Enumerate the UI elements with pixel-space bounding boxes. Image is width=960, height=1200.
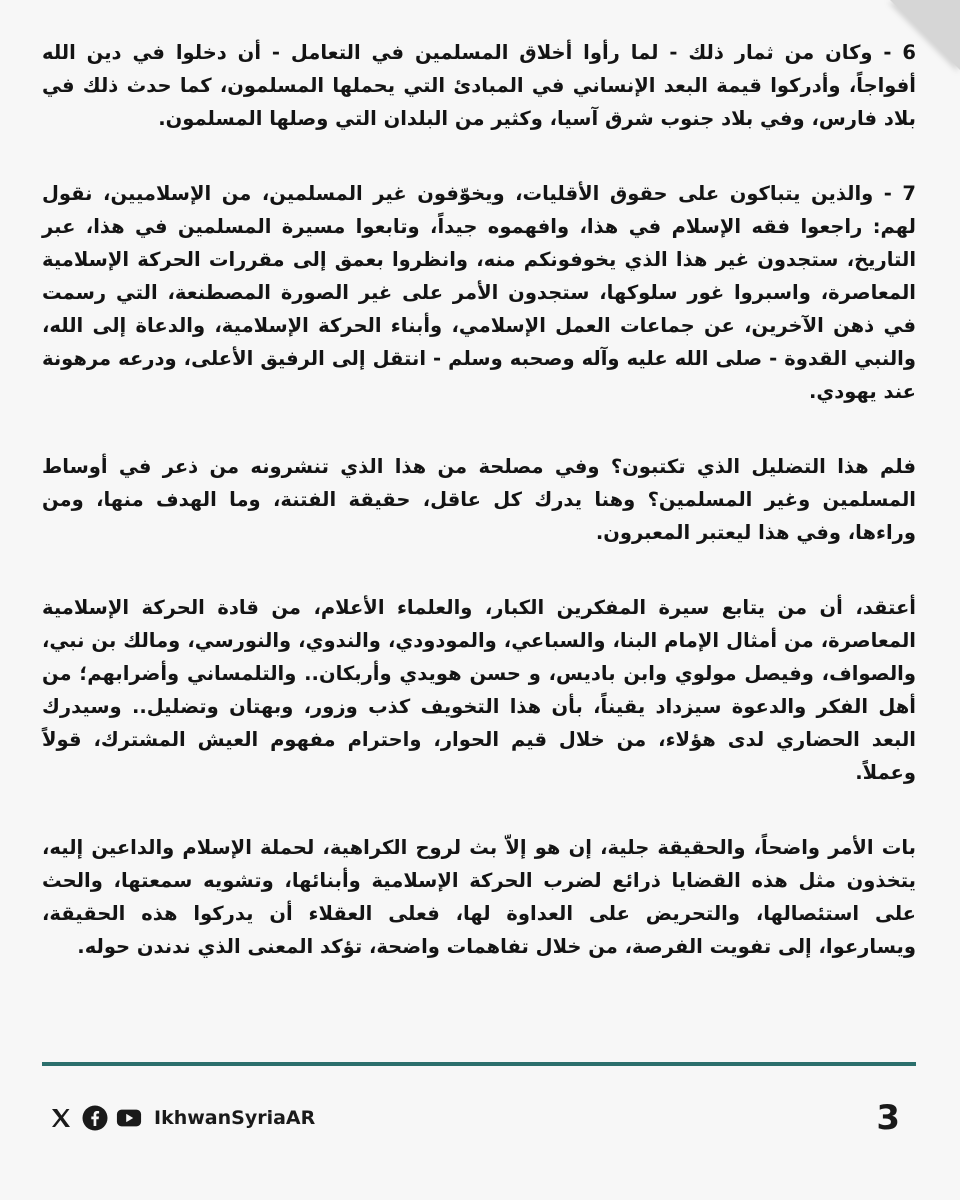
- article-body: [42, 36, 916, 1005]
- paragraph-7: 7 - والذين يتباكون على حقوق الأقليات، ويخوّفون غير المسلمين، من الإسلاميين، نقول لهم: راجعوا فقه الإسلام في هذا، وافهموه جيداً، وتابعوا مسيرة المسلمين في هذا، عبر التاريخ، ستجدون غير هذا الذي يخوفونكم منه، وانظروا بعمق إلى مقررات الحركة الإسلامية المعاصرة، واسبروا غور سلوكها، ستجدون الأمر على غير الصورة المصطنعة، التي رسمت في ذهن الآخرين، عن جماعات العمل الإسلامي، وأبناء الحركة الإسلامية، والدعاة إلى الله، والنبي القدوة - صلى الله عليه وآله وصحبه وسلم - انتقل إلى الرفيق الأعلى، ودرعه مرهونة عند يهودي.: [42, 182, 916, 403]
- paragraph-thinkers: أعتقد، أن من يتابع سيرة المفكرين الكبار، والعلماء الأعلام، من قادة الحركة الإسلامية المعاصرة، من أمثال الإمام البنا، والسباعي، والمودودي، والندوي، والنورسي، ومالك بن نبي، والصواف، وفيصل مولوي وابن باديس، و حسن هويدي وأربكان.. والتلمساني وأضرابهم؛ من أهل الفكر والدعوة سيزداد يقيناً، بأن هذا التخويف كذب وزور، وبهتان وتضليل.. وسيدرك البعد الحضاري لدى هؤلاء، من خلال قيم الحوار، واحترام مفهوم العيش المشترك، قولاً وعملاً.: [42, 596, 916, 784]
- paragraph-question: فلم هذا التضليل الذي تكتبون؟ وفي مصلحة من هذا الذي تنشرونه من ذعر في أوساط المسلمين وغير المسلمين؟ وهنا يدرك كل عاقل، حقيقة الفتنة، وما الهدف منها، ومن وراءها، وفي هذا ليعتبر المعبرون.: [42, 455, 916, 544]
- paragraph-conclusion: بات الأمر واضحاً، والحقيقة جلية، إن هو إلاّ بث لروح الكراهية، لحملة الإسلام والداعين إليه، يتخذون مثل هذه القضايا ذرائع لضرب الحركة الإسلامية وأبنائها، وتشويه سمعتها، والحث على استئصالها، والتحريض على العداوة لها، فعلى العقلاء أن يدركوا هذه الحقيقة، ويسارعوا، إلى تفويت الفرصة، من خلال تفاهمات واضحة، تؤكد المعنى الذي ندندن حوله.: [42, 836, 916, 958]
- footer-divider: [42, 1062, 916, 1066]
- facebook-icon[interactable]: [82, 1105, 108, 1131]
- x-icon[interactable]: [48, 1105, 74, 1131]
- youtube-icon[interactable]: [116, 1105, 142, 1131]
- social-handle[interactable]: IkhwanSyriaAR: [154, 1107, 316, 1129]
- page-number: 3: [876, 1098, 900, 1138]
- footer: [48, 1090, 900, 1146]
- social-links: [48, 1105, 315, 1131]
- paragraph-6: 6 - وكان من ثمار ذلك - لما رأوا أخلاق المسلمين في التعامل - أن دخلوا في دين الله أفواجاً، وأدركوا قيمة البعد الإنساني في المبادئ التي يحملها المسلمون، كما حدث ذلك في بلاد فارس، وفي بلاد جنوب شرق آسيا، وكثير من البلدان التي وصلها المسلمون.: [42, 41, 916, 130]
